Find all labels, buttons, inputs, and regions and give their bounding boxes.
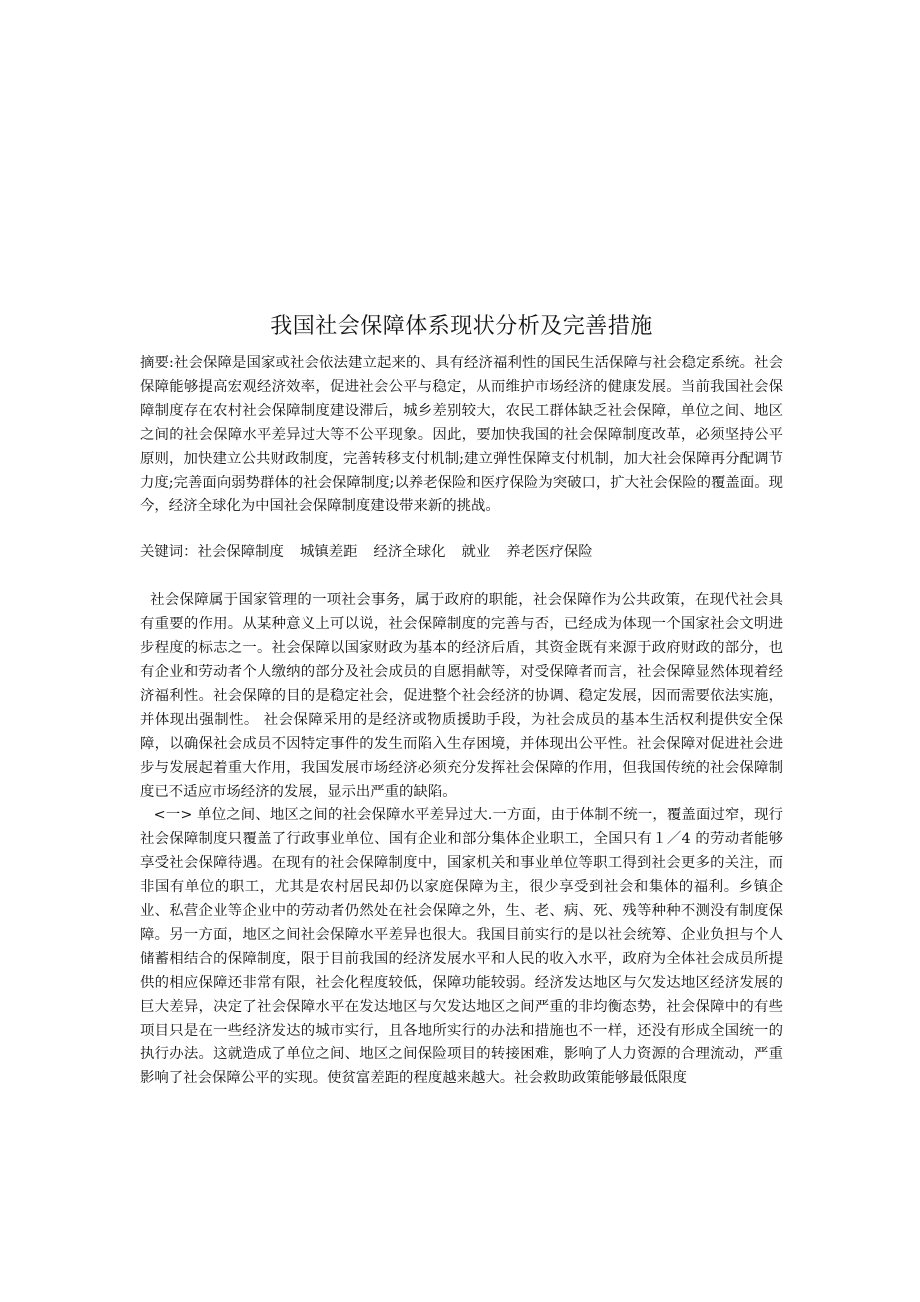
document-title: 我国社会保障体系现状分析及完善措施	[270, 314, 653, 339]
document-page	[140, 312, 783, 1091]
keywords-line	[140, 541, 783, 565]
keywords-label: 关键词：	[140, 544, 198, 561]
body-paragraph-1: 社会保障属于国家管理的一项社会事务，属于政府的职能，社会保障作为公共政策，在现代社会具有重要的作用。从某种意义上可以说，社会保障制度的完善与否，已经成为体现一个国家社会文明进步程度的标志之一。社会保障以国家财政为基本的经济后盾，其资金既有来源于政府财政的部分，也有企业和劳动者个人缴纳的部分及社会成员的自愿捐献等，对受保障者而言，社会保障显然体现着经济福利性。社会保障的目的是稳定社会，促进整个社会经济的协调、稳定发展，因而需要依法实施，并体现出强制性。 社会保障采用的是经济或物质援助手段，为社会成员的基本生活权利提供安全保障，以确保社会成员不因特定事件的发生而陷入生存困境，并体现出公平性。社会保障对促进社会进步与发展起着重大作用，我国发展市场经济必须充分发挥社会保障的作用，但我国传统的社会保障制度已不适应市场经济的发展，显示出严重的缺陷。	[140, 592, 783, 800]
keyword-item: 就业	[461, 544, 491, 561]
keyword-item: 经济全球化	[373, 544, 446, 561]
abstract-label: 摘要:	[140, 355, 174, 371]
abstract-paragraph	[140, 352, 783, 519]
keyword-item: 社会保障制度	[197, 544, 284, 561]
keyword-item: 城镇差距	[299, 544, 358, 561]
abstract-text: 社会保障是国家或社会依法建立起来的、具有经济福利性的国民生活保障与社会稳定系统。社会保障能够提高宏观经济效率，促进社会公平与稳定，从而维护市场经济的健康发展。当前我国社会保障制度存在农村社会保障制度建设滞后，城乡差别较大，农民工群体缺乏社会保障，单位之间、地区之间的社会保障水平差异过大等不公平现象。因此，要加快我国的社会保障制度改革，必须坚持公平原则，加快建立公共财政制度，完善转移支付机制;建立弹性保障支付机制，加大社会保障再分配调节力度;完善面向弱势群体的社会保障制度;以养老保险和医疗保险为突破口，扩大社会保险的覆盖面。现今，经济全球化为中国社会保障制度建设带来新的挑战。	[140, 355, 783, 515]
keyword-item: 养老医疗保险	[506, 544, 593, 561]
body-paragraph-2: <一> 单位之间、地区之间的社会保障水平差异过大.一方面，由于体制不统一，覆盖面过窄，现行社会保障制度只覆盖了行政事业单位、国有企业和部分集体企业职工，全国只有１／4 的劳动者能够享受社会保障待遇。在现有的社会保障制度中，国家机关和事业单位等职工得到社会更多的关注，而非国有单位的职工，尤其是农村居民却仍以家庭保障为主，很少享受到社会和集体的福利。乡镇企业、私营企业等企业中的劳动者仍然处在社会保障之外，生、老、病、死、残等种种不测没有制度保障。另一方面，地区之间社会保障水平差异也很大。我国目前实行的是以社会统筹、企业负担与个人储蓄相结合的保障制度，限于目前我国的经济发展水平和人民的收入水平，政府为全体社会成员所提供的相应保障还非常有限，社会化程度较低，保障功能较弱。经济发达地区与欠发达地区经济发展的巨大差异，决定了社会保障水平在发达地区与欠发达地区之间严重的非均衡态势，社会保障中的有些项目只是在一些经济发达的城市实行，且各地所实行的办法和措施也不一样，还没有形成全国统一的执行办法。这就造成了单位之间、地区之间保险项目的转接困难，影响了人力资源的合理流动，严重影响了社会保障公平的实现。使贫富差距的程度越来越大。社会救助政策能够最低限度	[140, 807, 783, 1087]
